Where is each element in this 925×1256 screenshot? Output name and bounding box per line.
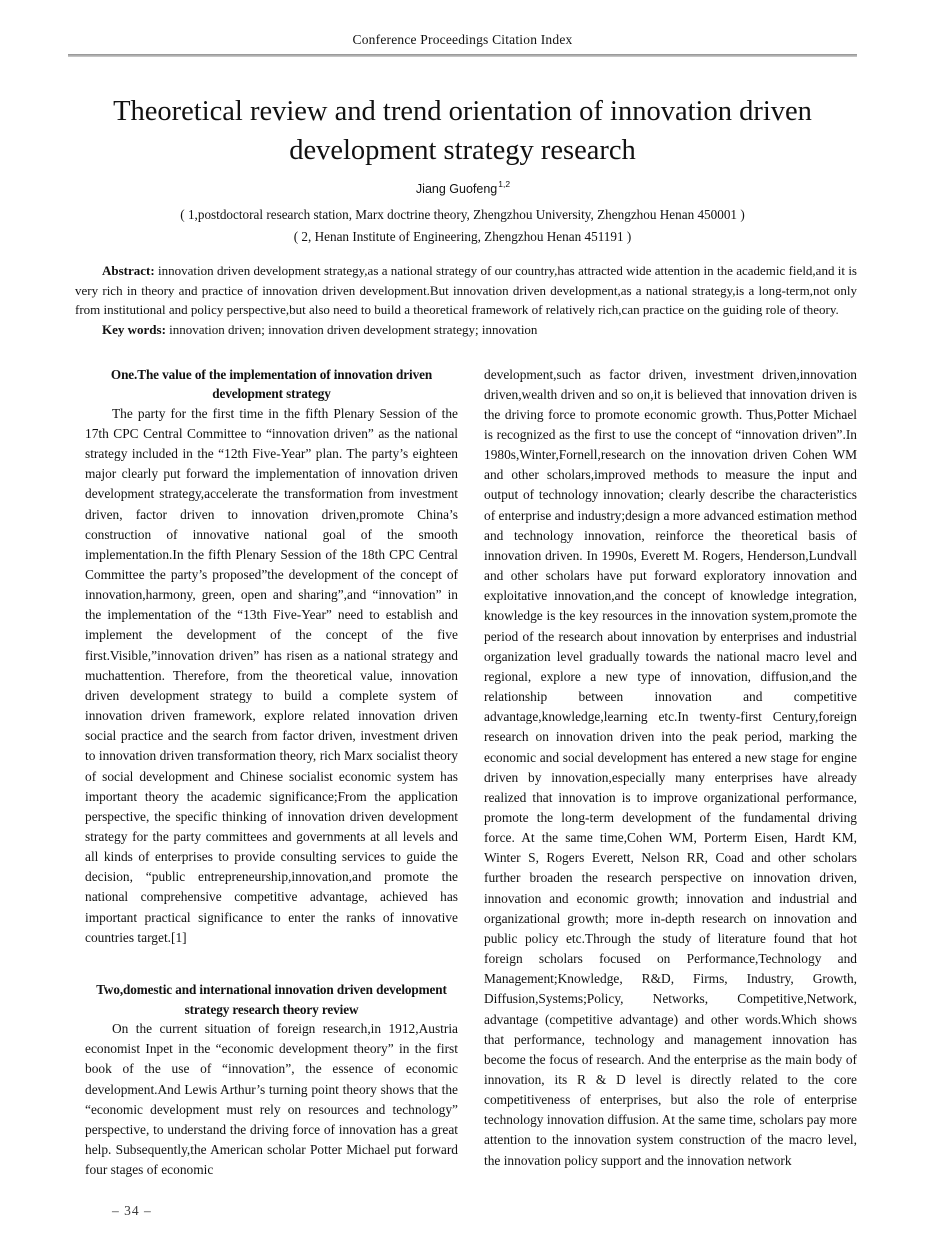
running-head: Conference Proceedings Citation Index <box>352 32 573 47</box>
two-column-body <box>85 365 858 1181</box>
left-column <box>85 365 458 1181</box>
header-rule <box>68 54 857 57</box>
affiliations <box>0 204 925 247</box>
keywords-text: innovation driven; innovation driven development strategy; innovation <box>165 321 538 337</box>
section-1-heading: One.The value of the implementation of innovation driven development strategy <box>110 366 433 402</box>
section-2-heading: Two,domestic and international innovation driven development strategy research theory review <box>96 981 447 1017</box>
author-name: Jiang Guofeng <box>415 182 498 197</box>
right-column <box>484 365 857 1181</box>
abstract <box>75 261 857 320</box>
affiliation-2: ( 2, Henan Institute of Engineering, Zhengzhou Henan 451191 ) <box>293 228 632 244</box>
abstract-text: innovation driven development strategy,as a national strategy of our country,has attracted wide attention in the academic field,and it is very rich in theory and practice of innovation driven development.But innovation driven development,as a national strategy,is a long-term,not only from institutional and policy perspective,but also need to build a theoretical framework of relatively rich,can practice on the guiding role of theory. <box>75 263 857 318</box>
section-1-paragraph: The party for the first time in the fifth Plenary Session of the 17th CPC Central Committee to “innovation driven” as the national strategy included in the “12th Five-Year” plan. The party’s eighteen major clearly put forward the implementation of innovation driven development strategy,accelerate the transformation from investment driven, factor driven to innovation driven,promote China’s construction of innovative national goal of the smooth implementation.In the fifth Plenary Session of the 18th CPC Central Committee the party’s proposed”the development of the concept of innovation,harmony, green, open and sharing”,and “innovation” in the implementation of the “13th Five-Year” need to establish and implement the development of the concept of the five first.Visible,”innovation driven” has risen as a national strategy and muchattention. Therefore, from the theoretical value, innovation driven development strategy to build a complete system of innovation driven framework, explore related innovation driven social practice and the search from factor driven, investment driven to innovation driven transformation theory, rich Marx socialist theory of social development and Chinese socialist economic system has important theory the academic significance;From the application perspective, the specific thinking of innovation driven development strategy for the party committees and governments at all levels and all kinds of enterprises to provide consulting services to guide the decision, “public entrepreneurship,innovation,and promote the national comprehensive competitive advantage, achieved has important practical significance to enter the ranks of innovative countries target.[1] <box>85 405 458 945</box>
continuation-paragraph: development,such as factor driven, investment driven,innovation driven,wealth driven and so on,it is believed that innovation driven is the driving force to promote economic growth. Thus,Potter Michael is recognized as the first to use the concept of “innovation driven”.In 1980s,Winter,Fornell,research on the innovation driven Cohen WM and other scholars,improved methods to measure the input and output of technology innovation; clearly describe the characteristics of enterprise and industry;design a more advanced estimation method and technology innovation, reinforce the theoretical basis of innovation driven. In 1990s, Everett M. Rogers, Henderson,Lundvall and other scholars have put forward exploratory innovation and exploitative innovation,and the concept of knowledge integration, knowledge is the key resources in the innovation system,promote the period of the research about innovation by enterprises and industrial organization level gradually towards the national macro level and regional, explore a new type of innovation, diffusion,and the relationship between innovation and competitive advantage,knowledge,learning etc.In twenty-first Century,foreign research on innovation driven into the peak period, marking the economic and social development has entered a new stage for engine driven by innovation,especially many enterprises have already realized that innovation is to improve organizational performance, promote the long-term development of the fundamental driving force. At the same time,Cohen WM, Porterm Eisen, Hardt KM, Winter S, Rogers Everett, Nelson RR, Coad and other scholars further broaden the research perspective on innovation driven, innovation and economic growth; innovation and industrial and organizational growth; more in-depth research on innovation and public policy etc.Through the study of literature found that hot foreign scholars focused on Performance,Technology and Management;Knowledge, R&D, Firms, Industry, Growth, Diffusion,Systems;Policy, Networks, Competitive,Network, advantage (competitive advantage) and other words.Which shows that performance, technology and management innovation has become the focus of research. And the enterprise as the main body of innovation, its R & D level is directly related to the core competitiveness of enterprises, but also the role of enterprise technology innovation diffusion. At the same time, scholars pay more attention to the innovation system construction of the macro level, the innovation policy support and the innovation network <box>484 366 857 1168</box>
abstract-label: Abstract: <box>102 263 155 279</box>
author-line <box>0 180 925 196</box>
paper-title: Theoretical review and trend orientation of innovation driven development strategy research <box>113 96 812 166</box>
keywords <box>75 320 857 340</box>
keywords-label: Key words: <box>102 321 166 337</box>
affiliation-1: ( 1,postdoctoral research station, Marx doctrine theory, Zhengzhou University, Zhengzhou Henan 450001 ) <box>180 207 745 223</box>
section-2-paragraph: On the current situation of foreign research,in 1912,Austria economist Inpet in the “economic development theory” in the first book of the use of “innovation”, the essence of economic development.And Lewis Arthur’s turning point theory shows that the “economic development must rely on resources and technology” perspective, to understand the driving force of innovation has a great help. Subsequently,the American scholar Potter Michael put forward four stages of economic <box>85 1021 458 1178</box>
page-number: – 34 – <box>112 1203 152 1218</box>
author-affiliation-marker: 1,2 <box>498 179 511 189</box>
